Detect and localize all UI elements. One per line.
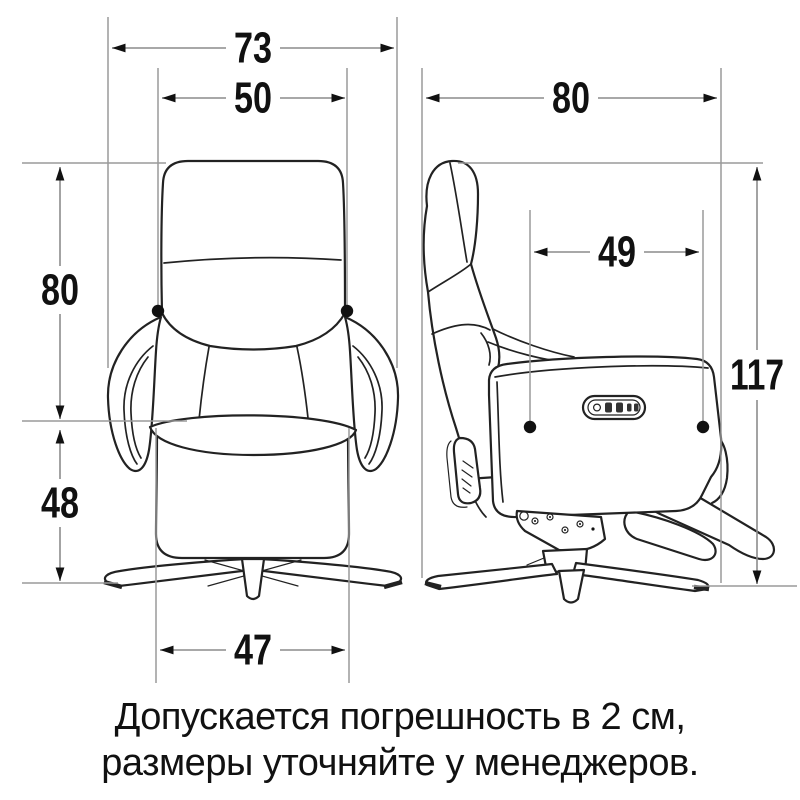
side-base-post bbox=[559, 570, 584, 603]
front-base bbox=[104, 559, 402, 599]
front-base-post bbox=[242, 559, 264, 599]
side-seat-panel bbox=[489, 357, 721, 518]
front-right-armrest bbox=[345, 317, 398, 471]
dim-label-front-backrest-width: 50 bbox=[234, 73, 272, 123]
dim-label-front-backrest-height: 80 bbox=[41, 265, 79, 315]
front-backrest bbox=[161, 161, 345, 350]
dim-label-front-overall-width: 73 bbox=[234, 23, 272, 73]
side-backrest bbox=[424, 161, 500, 479]
disclaimer-text bbox=[0, 694, 800, 786]
front-left-armrest bbox=[108, 317, 161, 471]
side-mechanism bbox=[517, 511, 605, 551]
dim-label-front-seat-height: 48 bbox=[41, 478, 79, 528]
dim-label-side-overall-depth: 80 bbox=[552, 73, 590, 123]
side-base bbox=[425, 549, 709, 603]
side-control-panel bbox=[583, 396, 645, 419]
dim-label-side-total-height: 117 bbox=[730, 350, 784, 400]
dim-front-seat-height bbox=[22, 430, 118, 583]
disclaimer-line-1: Допускается погрешность в 2 см, bbox=[114, 696, 686, 738]
front-view-drawing bbox=[104, 161, 402, 599]
dim-label-side-seat-depth: 49 bbox=[598, 227, 636, 277]
disclaimer-line-2: размеры уточняйте у менеджеров. bbox=[101, 742, 699, 784]
dim-label-front-base-width: 47 bbox=[234, 625, 272, 675]
